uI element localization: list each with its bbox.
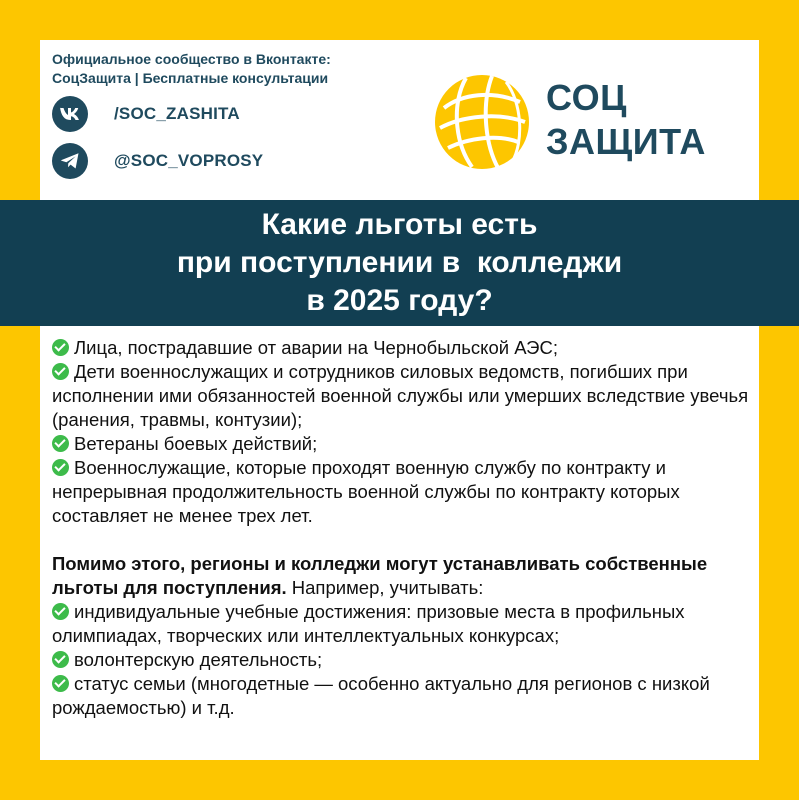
- list-item-text: Военнослужащие, которые проходят военную службу по контракту и непрерывная продолжительность военной службы по контракту которых составляет не менее трех лет.: [52, 457, 680, 526]
- check-icon: [52, 435, 69, 452]
- list-item-text: Ветераны боевых действий;: [74, 433, 318, 454]
- globe-icon: [432, 72, 532, 172]
- telegram-handle: @SOC_VOPROSY: [114, 151, 264, 170]
- vk-icon: [52, 96, 88, 132]
- list-item-text: Дети военнослужащих и сотрудников силовых ведомств, погибших при исполнении ими обязанностей военной службы или умерших вследствие увечья (ранения, травмы, контузии);: [52, 361, 749, 430]
- title-line-1: Какие льготы есть: [261, 208, 538, 241]
- check-icon: [52, 339, 69, 356]
- list-item-text: Лица, пострадавшие от аварии на Чернобыльской АЭС;: [74, 337, 558, 358]
- regional-benefits-bold: Помимо этого, регионы и колледжи могут устанавливать собственные льготы для поступления.: [52, 553, 708, 598]
- check-icon: [52, 651, 69, 668]
- check-icon: [52, 603, 69, 620]
- regional-benefits-paragraph: [52, 552, 752, 600]
- check-icon: [52, 675, 69, 692]
- check-icon: [52, 363, 69, 380]
- brand-logo-line-1: СОЦ: [546, 77, 627, 118]
- list-item: [52, 336, 752, 360]
- brand-logo-text: [546, 76, 706, 164]
- list-item: [52, 648, 752, 672]
- title-line-3: в 2025 году?: [306, 284, 493, 317]
- vk-link[interactable]: [52, 96, 240, 132]
- check-icon: [52, 459, 69, 476]
- community-line-1: Официальное сообщество в Вконтакте:: [52, 51, 331, 67]
- benefits-content: [52, 336, 752, 720]
- spacer: [52, 528, 752, 552]
- list-item-text: индивидуальные учебные достижения: призовые места в профильных олимпиадах, творческих или интеллектуальных конкурсах;: [52, 601, 685, 646]
- list-item: [52, 672, 752, 720]
- list-item: [52, 432, 752, 456]
- title-line-2: при поступлении в колледжи: [176, 246, 623, 279]
- brand-logo-line-2: ЗАЩИТА: [546, 121, 706, 162]
- list-item-text: волонтерскую деятельность;: [74, 649, 323, 670]
- list-item: [52, 600, 752, 648]
- list-item: [52, 456, 752, 528]
- title-banner: [0, 200, 799, 326]
- telegram-link[interactable]: [52, 143, 263, 179]
- list-item: [52, 360, 752, 432]
- community-line-2: СоцЗащита | Бесплатные консультации: [52, 70, 329, 86]
- regional-benefits-note: Например, учитывать:: [286, 577, 484, 598]
- list-item-text: статус семьи (многодетные — особенно актуально для регионов с низкой рождаемостью) и т.д.: [52, 673, 710, 718]
- vk-handle: /SOC_ZASHITA: [114, 104, 240, 123]
- telegram-icon: [52, 143, 88, 179]
- community-caption: [52, 50, 432, 88]
